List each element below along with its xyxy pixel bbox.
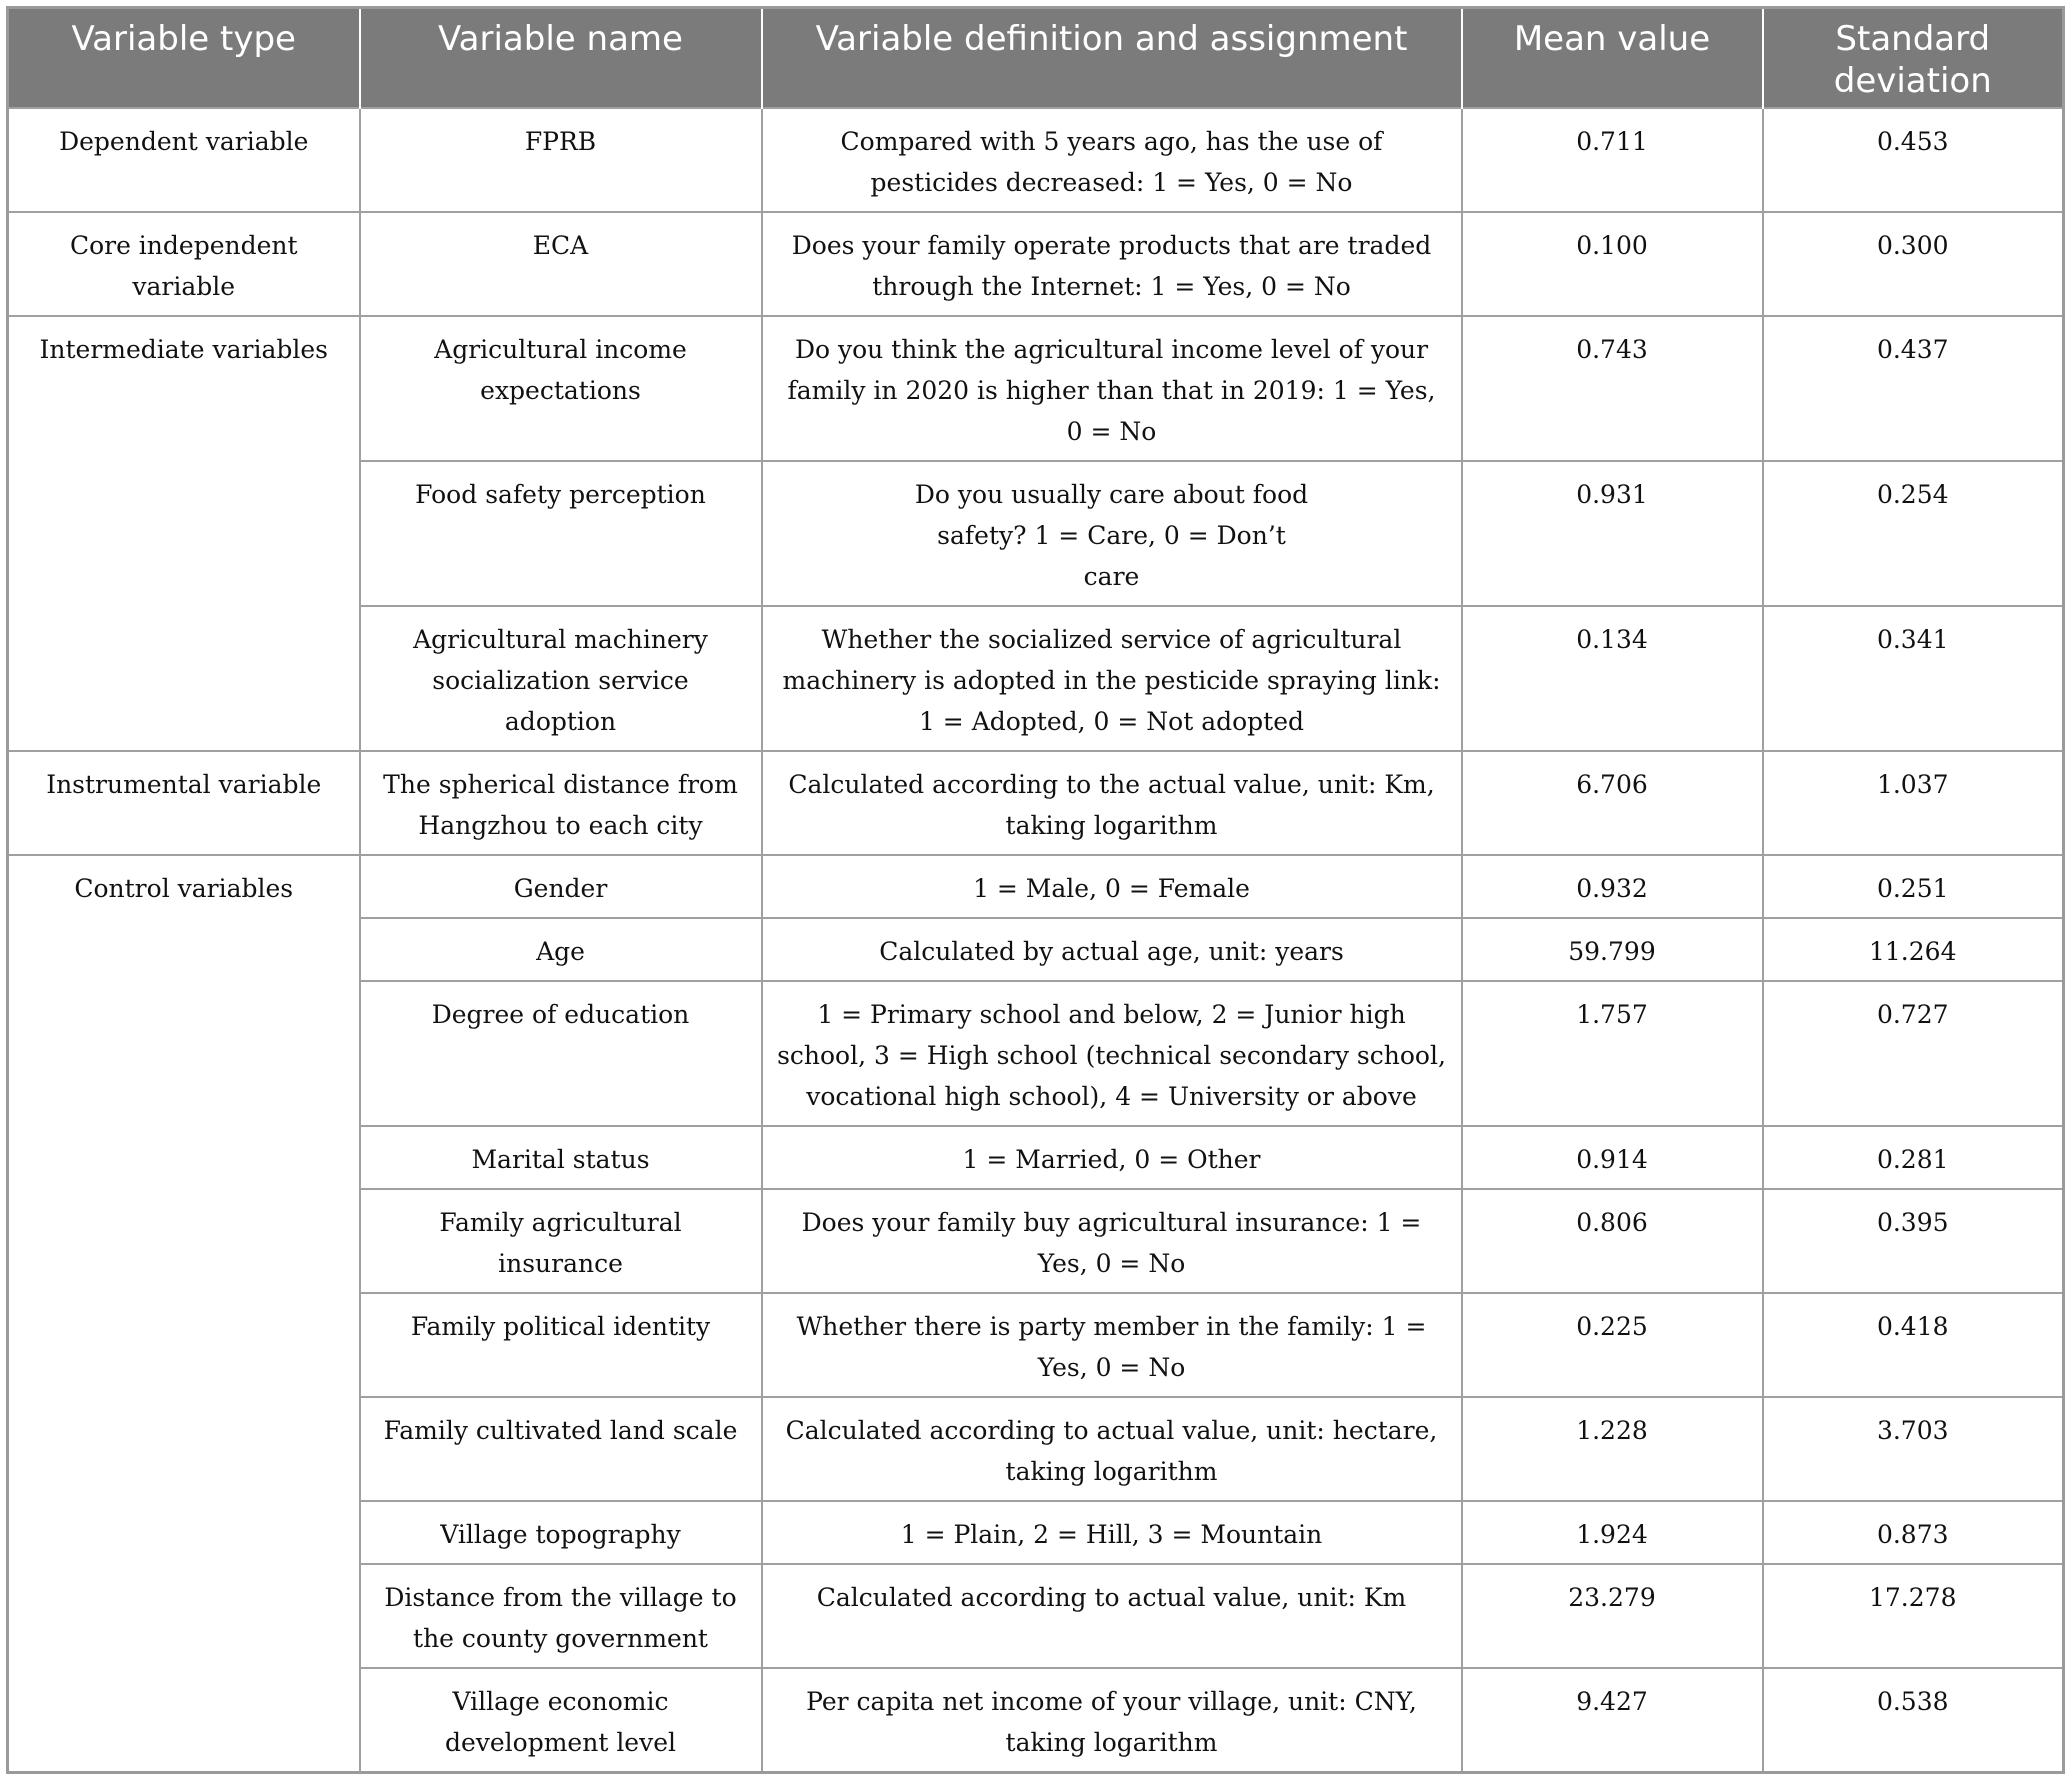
header-variable-type: Variable type: [8, 8, 360, 108]
variable-name-cell: Family political identity: [360, 1293, 762, 1397]
mean-value-cell: 0.931: [1462, 461, 1763, 606]
variable-definition-cell: Does your family buy agricultural insurance: 1 = Yes, 0 = No: [762, 1189, 1462, 1293]
variable-name-cell: Family agricultural insurance: [360, 1189, 762, 1293]
table-row: [8, 751, 2064, 855]
header-mean-value: Mean value: [1462, 8, 1763, 108]
mean-value-cell: 0.743: [1462, 316, 1763, 461]
mean-value-cell: 0.134: [1462, 606, 1763, 751]
mean-value-cell: 9.427: [1462, 1668, 1763, 1773]
standard-deviation-cell: 0.418: [1763, 1293, 2064, 1397]
variable-name-cell: Distance from the village to the county government: [360, 1564, 762, 1668]
standard-deviation-cell: 3.703: [1763, 1397, 2064, 1501]
table-row: [8, 212, 2064, 316]
variable-definition-cell: 1 = Primary school and below, 2 = Junior high school, 3 = High school (technical secondary school, vocational high school), 4 = University or above: [762, 981, 1462, 1126]
variable-definition-cell: Do you usually care about food safety? 1 = Care, 0 = Don’t care: [762, 461, 1462, 606]
variable-definition-cell: Calculated according to the actual value, unit: Km, taking logarithm: [762, 751, 1462, 855]
variable-definition-cell: Compared with 5 years ago, has the use of pesticides decreased: 1 = Yes, 0 = No: [762, 108, 1462, 212]
mean-value-cell: 0.225: [1462, 1293, 1763, 1397]
table-row: [8, 316, 2064, 461]
variable-type-cell: Instrumental variable: [8, 751, 360, 855]
table-body: [8, 108, 2064, 1773]
variable-name-cell: Age: [360, 918, 762, 981]
header-variable-name: Variable name: [360, 8, 762, 108]
variable-type-cell: Dependent variable: [8, 108, 360, 212]
standard-deviation-cell: 0.254: [1763, 461, 2064, 606]
standard-deviation-cell: 0.300: [1763, 212, 2064, 316]
variable-type-cell: Core independent variable: [8, 212, 360, 316]
mean-value-cell: 59.799: [1462, 918, 1763, 981]
table-row: [8, 108, 2064, 212]
variable-name-cell: Agricultural income expectations: [360, 316, 762, 461]
mean-value-cell: 6.706: [1462, 751, 1763, 855]
mean-value-cell: 0.914: [1462, 1126, 1763, 1189]
variable-name-cell: The spherical distance from Hangzhou to each city: [360, 751, 762, 855]
variable-definition-cell: Whether there is party member in the family: 1 = Yes, 0 = No: [762, 1293, 1462, 1397]
standard-deviation-cell: 0.873: [1763, 1501, 2064, 1564]
table-row: [8, 855, 2064, 918]
standard-deviation-cell: 0.727: [1763, 981, 2064, 1126]
standard-deviation-cell: 0.453: [1763, 108, 2064, 212]
variable-name-cell: FPRB: [360, 108, 762, 212]
header-variable-definition: Variable definition and assignment: [762, 8, 1462, 108]
variable-definition-cell: Whether the socialized service of agricultural machinery is adopted in the pesticide spraying link: 1 = Adopted, 0 = Not adopted: [762, 606, 1462, 751]
variable-name-cell: Village economic development level: [360, 1668, 762, 1773]
mean-value-cell: 23.279: [1462, 1564, 1763, 1668]
variable-name-cell: ECA: [360, 212, 762, 316]
mean-value-cell: 0.932: [1462, 855, 1763, 918]
standard-deviation-cell: 0.395: [1763, 1189, 2064, 1293]
mean-value-cell: 1.924: [1462, 1501, 1763, 1564]
header-standard-deviation: Standard deviation: [1763, 8, 2064, 108]
variable-definition-cell: Calculated by actual age, unit: years: [762, 918, 1462, 981]
variable-definition-cell: 1 = Plain, 2 = Hill, 3 = Mountain: [762, 1501, 1462, 1564]
variable-definition-cell: Calculated according to actual value, unit: Km: [762, 1564, 1462, 1668]
variable-definition-cell: Per capita net income of your village, unit: CNY, taking logarithm: [762, 1668, 1462, 1773]
variable-name-cell: Gender: [360, 855, 762, 918]
standard-deviation-cell: 0.251: [1763, 855, 2064, 918]
variable-type-cell: Control variables: [8, 855, 360, 1773]
variable-type-cell: Intermediate variables: [8, 316, 360, 751]
standard-deviation-cell: 1.037: [1763, 751, 2064, 855]
standard-deviation-cell: 0.281: [1763, 1126, 2064, 1189]
mean-value-cell: 0.806: [1462, 1189, 1763, 1293]
standard-deviation-cell: 17.278: [1763, 1564, 2064, 1668]
variable-name-cell: Degree of education: [360, 981, 762, 1126]
variable-definition-cell: Do you think the agricultural income level of your family in 2020 is higher than that in 2019: 1 = Yes, 0 = No: [762, 316, 1462, 461]
variable-name-cell: Food safety perception: [360, 461, 762, 606]
variable-name-cell: Family cultivated land scale: [360, 1397, 762, 1501]
mean-value-cell: 1.757: [1462, 981, 1763, 1126]
variable-name-cell: Agricultural machinery socialization service adoption: [360, 606, 762, 751]
standard-deviation-cell: 0.437: [1763, 316, 2064, 461]
standard-deviation-cell: 0.341: [1763, 606, 2064, 751]
standard-deviation-cell: 11.264: [1763, 918, 2064, 981]
table-header: [8, 8, 2064, 108]
mean-value-cell: 0.711: [1462, 108, 1763, 212]
variable-definition-cell: 1 = Male, 0 = Female: [762, 855, 1462, 918]
variable-definition-cell: Calculated according to actual value, unit: hectare, taking logarithm: [762, 1397, 1462, 1501]
variables-table: [6, 6, 2065, 1774]
variables-table-container: [6, 6, 2062, 1774]
standard-deviation-cell: 0.538: [1763, 1668, 2064, 1773]
variable-name-cell: Village topography: [360, 1501, 762, 1564]
mean-value-cell: 1.228: [1462, 1397, 1763, 1501]
variable-definition-cell: 1 = Married, 0 = Other: [762, 1126, 1462, 1189]
variable-name-cell: Marital status: [360, 1126, 762, 1189]
mean-value-cell: 0.100: [1462, 212, 1763, 316]
variable-definition-cell: Does your family operate products that are traded through the Internet: 1 = Yes, 0 = No: [762, 212, 1462, 316]
